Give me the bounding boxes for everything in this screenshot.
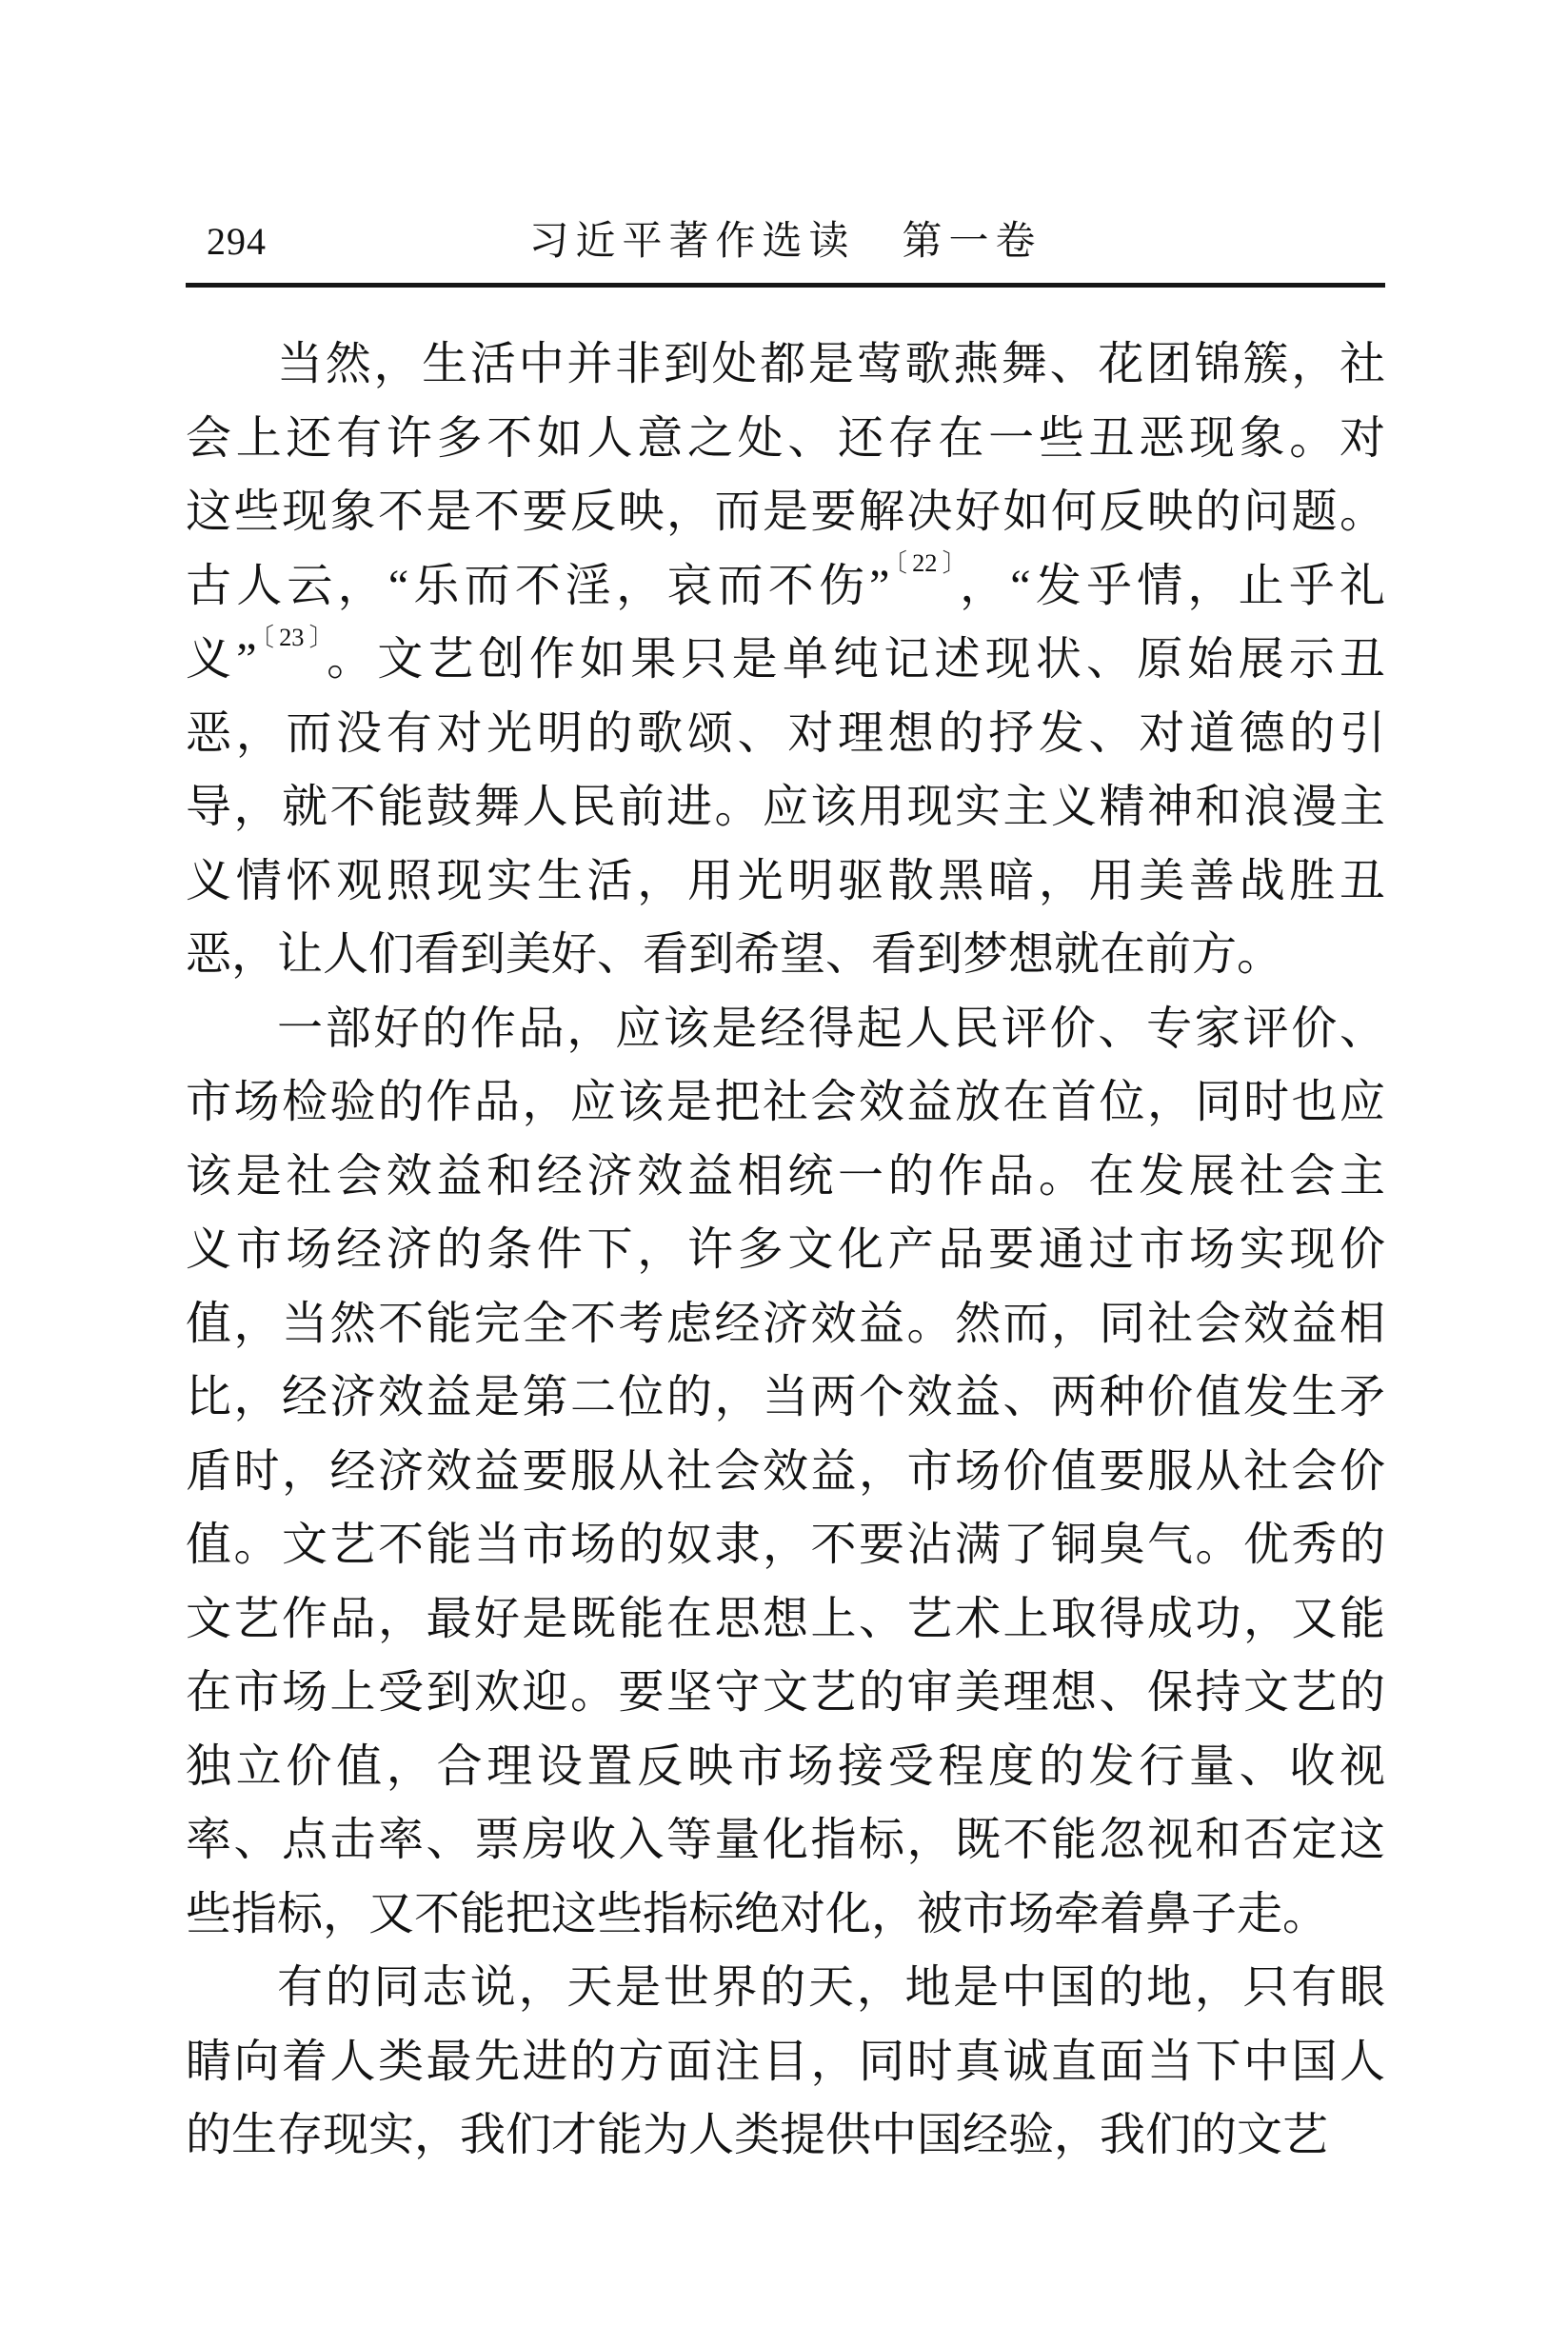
text-line: 恶，而没有对光明的歌颂、对理想的抒发、对道德的引 [186,707,1385,759]
body-text [186,328,1385,2173]
text-line: 该是社会效益和经济效益相统一的作品。在发展社会主 [186,1150,1385,1202]
footnote-ref: 〔22〕 [889,548,961,578]
text-line: 当然，生活中并非到处都是莺歌燕舞、花团锦簇，社 [277,339,1385,389]
text-line: 导，就不能鼓舞人民前进。应该用现实主义精神和浪漫主 [186,782,1385,832]
text-line: 文艺作品，最好是既能在思想上、艺术上取得成功，又能 [186,1593,1385,1644]
text-line: 义市场经济的条件下，许多文化产品要通过市场实现价 [186,1224,1385,1275]
text-line: 会上还有许多不如人意之处、还存在一些丑恶现象。对 [186,412,1385,464]
text-line: 率、点击率、票房收入等量化指标，既不能忽视和否定这 [186,1815,1385,1865]
running-head [186,221,1385,268]
footnote-ref: 〔23〕 [256,622,327,651]
text-line: 值。文艺不能当市场的奴隶，不要沾满了铜臭气。优秀的 [186,1520,1385,1570]
text-line: 的生存现实，我们才能为人类提供中国经验，我们的文艺 [186,2110,1329,2160]
text-line: 值，当然不能完全不考虑经济效益。然而，同社会效益相 [186,1298,1385,1349]
page-number: 294 [207,220,267,263]
paragraph [186,992,1385,1952]
text-line: 义”$^{〔23〕}$。文艺创作如果只是单纯记述现状、原始展示丑 [186,622,1385,685]
text-line: 盾时，经济效益要服从社会效益，市场价值要服从社会价 [186,1445,1385,1497]
text-line: 这些现象不是不要反映，而是要解决好如何反映的问题。 [186,487,1385,537]
text-line: 有的同志说，天是世界的天，地是中国的地，只有眼 [277,1962,1385,2013]
text-line: 古人云，“乐而不淫，哀而不伤”$^{〔22〕}$，“发乎情，止乎礼 [186,548,1385,611]
text-line: 在市场上受到欢迎。要坚守文艺的审美理想、保持文艺的 [186,1667,1385,1718]
text-line: 睛向着人类最先进的方面注目，同时真诚直面当下中国人 [186,2036,1385,2087]
text-line: 恶，让人们看到美好、看到希望、看到梦想就在前方。 [186,929,1283,980]
running-head-title: 习近平著作选读 第一卷 [528,220,1042,264]
header-rule [186,283,1385,288]
text-line: 义情怀观照现实生活，用光明驱散黑暗，用美善战胜丑 [186,855,1385,906]
text-line: 市场检验的作品，应该是把社会效益放在首位，同时也应 [186,1077,1385,1127]
text-line: 些指标，又不能把这些指标绝对化，被市场牵着鼻子走。 [186,1888,1329,1939]
paragraph [186,1951,1385,2173]
text-line: 一部好的作品，应该是经得起人民评价、专家评价、 [277,1003,1385,1054]
paragraph [186,328,1385,992]
text-line: 独立价值，合理设置反映市场接受程度的发行量、收视 [186,1740,1385,1792]
text-line: 比，经济效益是第二位的，当两个效益、两种价值发生矛 [186,1372,1385,1422]
